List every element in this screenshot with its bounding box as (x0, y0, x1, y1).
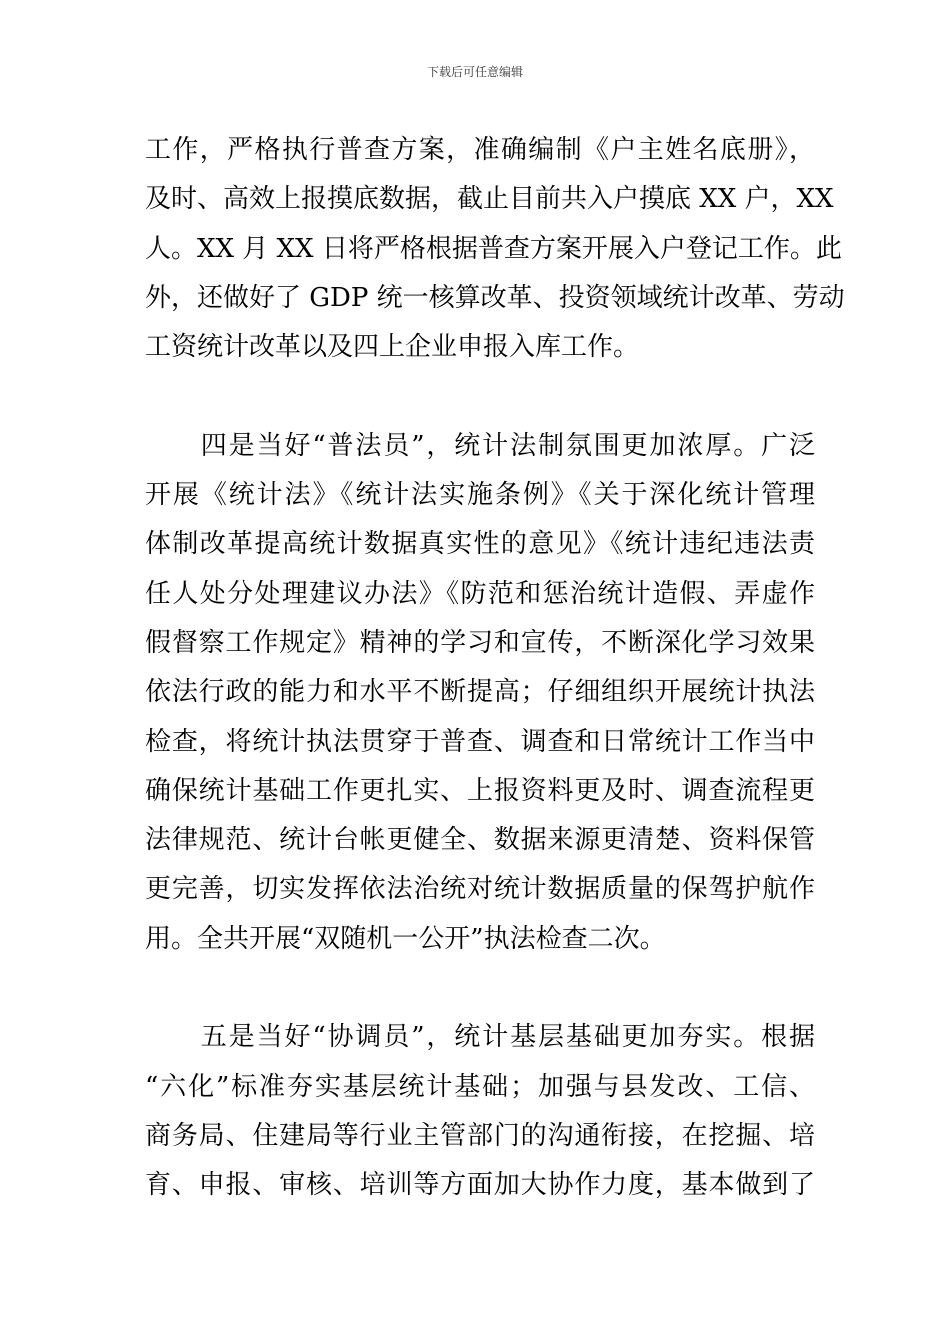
text-line: 假督察工作规定》精神的学习和宣传，不断深化学习效果 (145, 627, 815, 658)
text-line: 工资统计改革以及四上企业申报入库工作。 (145, 332, 640, 363)
paragraph-spacer (145, 964, 815, 1013)
paragraph-4 (145, 422, 815, 964)
text-line: 及时、高效上报摸底数据，截止目前共入户摸底 XX 户，XX (145, 184, 834, 215)
paragraph-spacer (145, 372, 815, 421)
text-line: 确保统计基础工作更扎实、上报资料更及时、调查流程更 (145, 775, 815, 806)
text-line: 开展《统计法》《统计法实施条例》《关于深化统计管理 (145, 480, 815, 511)
text-line: 检查，将统计执法贯穿于普查、调查和日常统计工作当中 (145, 726, 815, 757)
text-line: 育、申报、审核、培训等方面加大协作力度，基本做到了 (145, 1170, 815, 1201)
text-line: 任人处分处理建议办法》《防范和惩治统计造假、弄虚作 (145, 578, 815, 609)
text-line: 依法行政的能力和水平不断提高；仔细组织开展统计执法 (145, 677, 815, 708)
text-line: 工作，严格执行普查方案，准确编制《户主姓名底册》， (145, 135, 815, 165)
text-line: 四是当好“普法员”，统计法制氛围更加浓厚。广泛 (145, 430, 815, 461)
text-line: 人。XX 月 XX 日将严格根据普查方案开展入户登记工作。此 (145, 233, 842, 264)
text-line: 用。全共开展“双随机一公开”执法检查二次。 (145, 923, 666, 954)
text-line: 更完善，切实发挥依法治统对统计数据质量的保驾护航作 (145, 874, 815, 905)
paragraph-5 (145, 1013, 815, 1210)
text-line: 法律规范、统计台帐更健全、数据来源更清楚、资料保管 (145, 825, 815, 856)
page-header-note: 下载后可任意编辑 (426, 65, 523, 79)
paragraph-3-continued (145, 126, 845, 372)
text-line: 商务局、住建局等行业主管部门的沟通衔接，在挖掘、培 (145, 1120, 815, 1151)
document-body (145, 126, 845, 1211)
text-line: “六化”标准夯实基层统计基础；加强与县发改、工信、 (145, 1071, 815, 1102)
text-line: 外，还做好了 GDP 统一核算改革、投资领域统计改革、劳动 (145, 282, 845, 313)
text-line: 体制改革提高统计数据真实性的意见》《统计违纪违法责 (145, 529, 815, 560)
text-line: 五是当好“协调员”，统计基层基础更加夯实。根据 (145, 1022, 815, 1053)
